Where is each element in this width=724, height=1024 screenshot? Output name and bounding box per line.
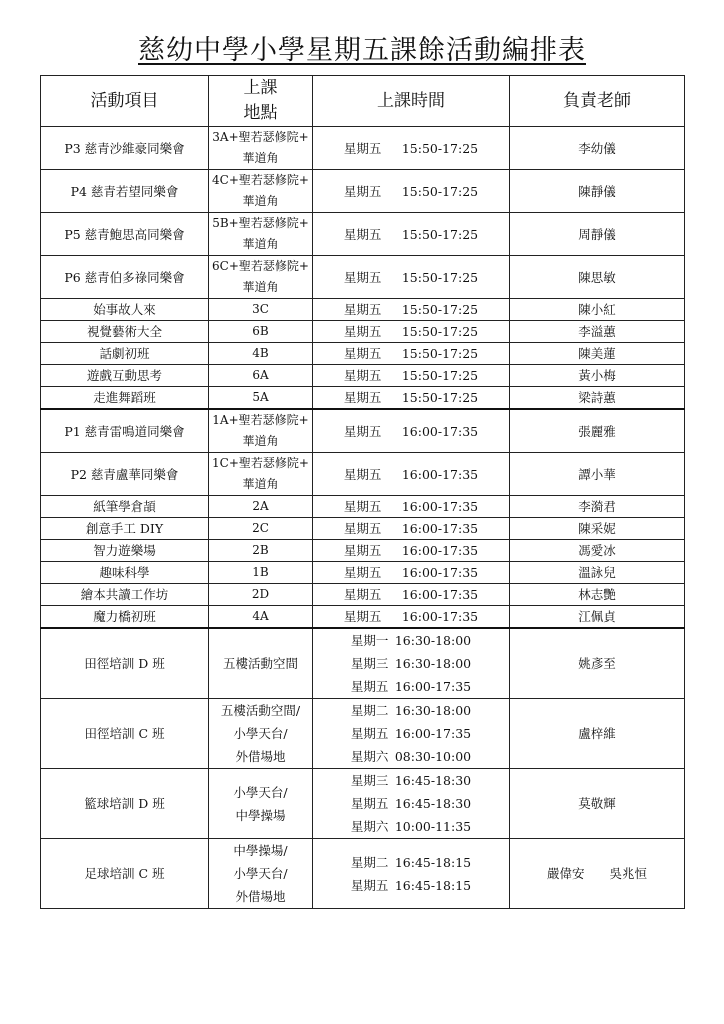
header-teacher: 負責老師 [510, 76, 685, 127]
time-range: 16:00-17:35 [394, 679, 472, 694]
teacher-cell: 林志艷 [510, 584, 685, 606]
location-cell [209, 769, 313, 839]
location-line: 5B+聖若瑟修院+ [212, 216, 309, 230]
activity-cell: P1 慈青雷鳴道同樂會 [41, 409, 209, 453]
table-row [41, 606, 685, 629]
table-row [41, 628, 685, 699]
location-cell [209, 170, 313, 213]
time-range: 15:50-17:25 [401, 346, 479, 361]
location-line: 5A [252, 390, 269, 404]
teacher-cell: 梁詩蕙 [510, 387, 685, 410]
time-group [344, 138, 478, 159]
table-row [41, 127, 685, 170]
time-range: 16:30-18:00 [394, 633, 472, 648]
activity-cell: 話劇初班 [41, 343, 209, 365]
location-line: 2B [252, 543, 269, 557]
time-range: 15:50-17:25 [401, 302, 479, 317]
teacher-cell: 陳思敏 [510, 256, 685, 299]
teacher-cell: 江佩貞 [510, 606, 685, 629]
teacher-cell: 李溢蕙 [510, 321, 685, 343]
teacher-cell: 馮愛冰 [510, 540, 685, 562]
time-line [351, 769, 471, 792]
day-label: 星期五 [343, 466, 382, 482]
time-range: 16:00-17:35 [401, 423, 479, 439]
table-row [41, 518, 685, 540]
time-cell [313, 256, 510, 299]
location-cell [209, 365, 313, 387]
time-range: 16:30-18:00 [394, 703, 472, 718]
time-range: 15:50-17:25 [401, 226, 479, 242]
location-cell [209, 518, 313, 540]
table-row [41, 584, 685, 606]
time-group [344, 267, 478, 288]
time-cell [313, 453, 510, 496]
time-group [344, 584, 478, 605]
time-cell [313, 628, 510, 699]
time-group [344, 464, 478, 485]
time-line [351, 629, 471, 652]
table-row [41, 321, 685, 343]
table-row [41, 496, 685, 518]
table-row [41, 540, 685, 562]
location-line: 2A [252, 499, 269, 513]
location-cell [209, 453, 313, 496]
day-label: 星期五 [343, 324, 382, 339]
time-group [344, 496, 478, 517]
table-row [41, 343, 685, 365]
teacher-cell: 盧梓維 [510, 699, 685, 769]
time-cell [313, 496, 510, 518]
activity-cell: 足球培訓 C 班 [41, 839, 209, 909]
day-label: 星期五 [343, 368, 382, 383]
day-label: 星期五 [343, 226, 382, 242]
location-cell [209, 213, 313, 256]
activity-cell: 紙筆學倉頡 [41, 496, 209, 518]
day-label: 星期五 [343, 346, 382, 361]
time-line [351, 652, 471, 675]
day-label: 星期五 [343, 423, 382, 439]
day-label: 星期五 [343, 609, 382, 624]
time-range: 16:00-17:35 [401, 587, 479, 602]
time-cell [313, 839, 510, 909]
time-cell [313, 606, 510, 629]
time-list [351, 629, 471, 698]
activity-cell: 趣味科學 [41, 562, 209, 584]
time-range: 16:45-18:30 [394, 796, 472, 811]
header-location [209, 76, 313, 127]
time-cell [313, 321, 510, 343]
location-line: 小學天台/ [233, 866, 288, 881]
time-list [351, 769, 471, 838]
day-label: 星期二 [350, 703, 389, 718]
activity-cell: 籃球培訓 D 班 [41, 769, 209, 839]
day-label: 星期五 [343, 183, 382, 199]
location-line: 華道角 [242, 194, 279, 208]
location-cell [209, 496, 313, 518]
day-label: 星期五 [343, 587, 382, 602]
location-line: 1C+聖若瑟修院+ [212, 456, 309, 470]
location-line: 華道角 [242, 151, 279, 165]
table-row [41, 299, 685, 321]
time-range: 15:50-17:25 [401, 324, 479, 339]
time-cell [313, 127, 510, 170]
header-location-line1: 上課 [243, 78, 278, 98]
time-group [344, 562, 478, 583]
time-range: 16:00-17:35 [401, 521, 479, 536]
location-cell [209, 540, 313, 562]
location-line: 華道角 [242, 477, 279, 491]
table-row [41, 453, 685, 496]
location-cell [209, 699, 313, 769]
activity-cell: 智力遊樂場 [41, 540, 209, 562]
location-cell [209, 839, 313, 909]
time-range: 15:50-17:25 [401, 368, 479, 383]
time-range: 16:00-17:35 [401, 543, 479, 558]
day-label: 星期三 [350, 656, 389, 671]
time-cell [313, 540, 510, 562]
activity-cell: 繪本共讀工作坊 [41, 584, 209, 606]
header-row [41, 76, 685, 127]
table-row [41, 387, 685, 410]
schedule-table [40, 75, 685, 909]
time-range: 16:00-17:35 [401, 499, 479, 514]
time-range: 08:30-10:00 [394, 749, 472, 764]
time-range: 16:30-18:00 [394, 656, 472, 671]
location-cell [209, 628, 313, 699]
location-cell [209, 343, 313, 365]
time-line [351, 851, 471, 874]
teacher-cell: 莫敬輝 [510, 769, 685, 839]
location-line: 3C [252, 302, 269, 316]
header-location-line2: 地點 [243, 103, 278, 123]
location-cell [209, 299, 313, 321]
teacher-cell: 李幼儀 [510, 127, 685, 170]
location-line: 2D [251, 587, 270, 601]
time-list [351, 851, 471, 897]
location-line: 小學天台/ [233, 726, 288, 741]
time-range: 10:00-11:35 [394, 819, 472, 834]
time-line [351, 792, 471, 815]
time-range: 16:45-18:15 [394, 877, 472, 893]
time-group [344, 387, 478, 408]
day-label: 星期五 [350, 679, 389, 694]
activity-cell: 視覺藝術大全 [41, 321, 209, 343]
location-cell [209, 584, 313, 606]
location-line: 3A+聖若瑟修院+ [212, 130, 309, 144]
table-row [41, 839, 685, 909]
activity-cell: P2 慈青盧華同樂會 [41, 453, 209, 496]
day-label: 星期三 [350, 773, 389, 788]
table-row [41, 409, 685, 453]
day-label: 星期五 [343, 565, 382, 580]
teacher-cell: 黃小梅 [510, 365, 685, 387]
time-group [344, 224, 478, 245]
activity-cell: 田徑培訓 D 班 [41, 628, 209, 699]
time-range: 16:00-17:35 [401, 565, 479, 580]
time-group [344, 540, 478, 561]
location-cell [209, 387, 313, 410]
location-line: 4A [252, 609, 269, 623]
location-line: 6A [252, 368, 269, 382]
day-label: 星期五 [343, 543, 382, 558]
location-cell [209, 562, 313, 584]
day-label: 星期六 [350, 819, 389, 834]
teacher-cell: 陳靜儀 [510, 170, 685, 213]
location-line: 五樓活動空間 [222, 656, 298, 671]
time-list [351, 699, 471, 768]
time-cell [313, 518, 510, 540]
activity-cell: 遊戲互動思考 [41, 365, 209, 387]
header-time: 上課時間 [313, 76, 510, 127]
time-cell [313, 584, 510, 606]
location-line: 小學天台/ [233, 784, 288, 800]
table-row [41, 769, 685, 839]
time-cell [313, 299, 510, 321]
header-activity: 活動項目 [41, 76, 209, 127]
time-group [344, 343, 478, 364]
table-row [41, 170, 685, 213]
time-group [344, 518, 478, 539]
time-range: 15:50-17:25 [401, 140, 479, 156]
activity-cell: P4 慈青若望同樂會 [41, 170, 209, 213]
teacher-cell: 溫詠兒 [510, 562, 685, 584]
table-row [41, 256, 685, 299]
teacher-cell: 張麗雅 [510, 409, 685, 453]
day-label: 星期一 [350, 633, 389, 648]
time-cell [313, 213, 510, 256]
time-group [344, 421, 478, 442]
time-range: 16:00-17:35 [401, 609, 479, 624]
day-label: 星期五 [343, 302, 382, 317]
time-range: 15:50-17:25 [401, 183, 479, 199]
location-line: 1A+聖若瑟修院+ [212, 413, 309, 427]
time-group [344, 181, 478, 202]
day-label: 星期五 [350, 726, 389, 741]
day-label: 星期五 [350, 796, 389, 811]
table-row [41, 365, 685, 387]
location-line: 中學操場 [235, 807, 286, 823]
location-line: 中學操場/ [233, 843, 288, 858]
location-line: 6C+聖若瑟修院+ [212, 259, 309, 273]
time-cell [313, 170, 510, 213]
time-group [344, 606, 478, 627]
activity-cell: P3 慈青沙維豪同樂會 [41, 127, 209, 170]
time-cell [313, 343, 510, 365]
time-cell [313, 769, 510, 839]
location-cell [209, 409, 313, 453]
activity-cell: P5 慈青鮑思高同樂會 [41, 213, 209, 256]
table-row [41, 699, 685, 769]
time-group [344, 321, 478, 342]
teacher-cell: 李漪君 [510, 496, 685, 518]
activity-cell: P6 慈青伯多祿同樂會 [41, 256, 209, 299]
location-line: 4C+聖若瑟修院+ [212, 173, 309, 187]
teacher-cell: 陳美蓮 [510, 343, 685, 365]
time-line [351, 699, 471, 722]
page-title: 慈幼中學小學星期五課餘活動編排表 [138, 35, 586, 66]
teacher-cell: 陳采妮 [510, 518, 685, 540]
day-label: 星期五 [343, 499, 382, 514]
day-label: 星期五 [343, 269, 382, 285]
time-cell [313, 699, 510, 769]
location-line: 2C [252, 521, 269, 535]
activity-cell: 田徑培訓 C 班 [41, 699, 209, 769]
day-label: 星期六 [350, 749, 389, 764]
time-range: 16:00-17:35 [401, 466, 479, 482]
location-line: 華道角 [242, 237, 279, 251]
activity-cell: 魔力橋初班 [41, 606, 209, 629]
activity-cell: 走進舞蹈班 [41, 387, 209, 410]
time-range: 15:50-17:25 [401, 269, 479, 285]
teacher-cell: 譚小華 [510, 453, 685, 496]
time-group [344, 299, 478, 320]
location-line: 華道角 [242, 280, 279, 294]
time-line [351, 815, 471, 838]
day-label: 星期二 [350, 854, 389, 870]
time-cell [313, 387, 510, 410]
location-line: 6B [252, 324, 269, 338]
time-line [351, 745, 471, 768]
time-range: 16:45-18:30 [394, 773, 472, 788]
location-cell [209, 256, 313, 299]
day-label: 星期五 [343, 521, 382, 536]
teacher-cell: 嚴偉安 吳兆恒 [510, 839, 685, 909]
location-line: 外借場地 [235, 889, 286, 904]
teacher-cell: 周靜儀 [510, 213, 685, 256]
location-cell [209, 321, 313, 343]
activity-cell: 始事故人來 [41, 299, 209, 321]
time-line [351, 722, 471, 745]
time-line [351, 675, 471, 698]
location-line: 1B [252, 565, 269, 579]
activity-cell: 創意手工 DIY [41, 518, 209, 540]
location-line: 外借場地 [235, 749, 286, 764]
time-cell [313, 365, 510, 387]
time-range: 15:50-17:25 [401, 390, 479, 405]
location-line: 4B [252, 346, 269, 360]
table-row [41, 213, 685, 256]
time-group [344, 365, 478, 386]
teacher-cell: 姚彥至 [510, 628, 685, 699]
table-row [41, 562, 685, 584]
location-line: 華道角 [242, 434, 279, 448]
time-cell [313, 409, 510, 453]
time-range: 16:45-18:15 [394, 854, 472, 870]
location-cell [209, 127, 313, 170]
time-range: 16:00-17:35 [394, 726, 472, 741]
day-label: 星期五 [343, 390, 382, 405]
time-cell [313, 562, 510, 584]
day-label: 星期五 [350, 877, 389, 893]
day-label: 星期五 [343, 140, 382, 156]
location-line: 五樓活動空間/ [220, 703, 301, 718]
time-line [351, 874, 471, 897]
location-cell [209, 606, 313, 629]
teacher-cell: 陳小紅 [510, 299, 685, 321]
